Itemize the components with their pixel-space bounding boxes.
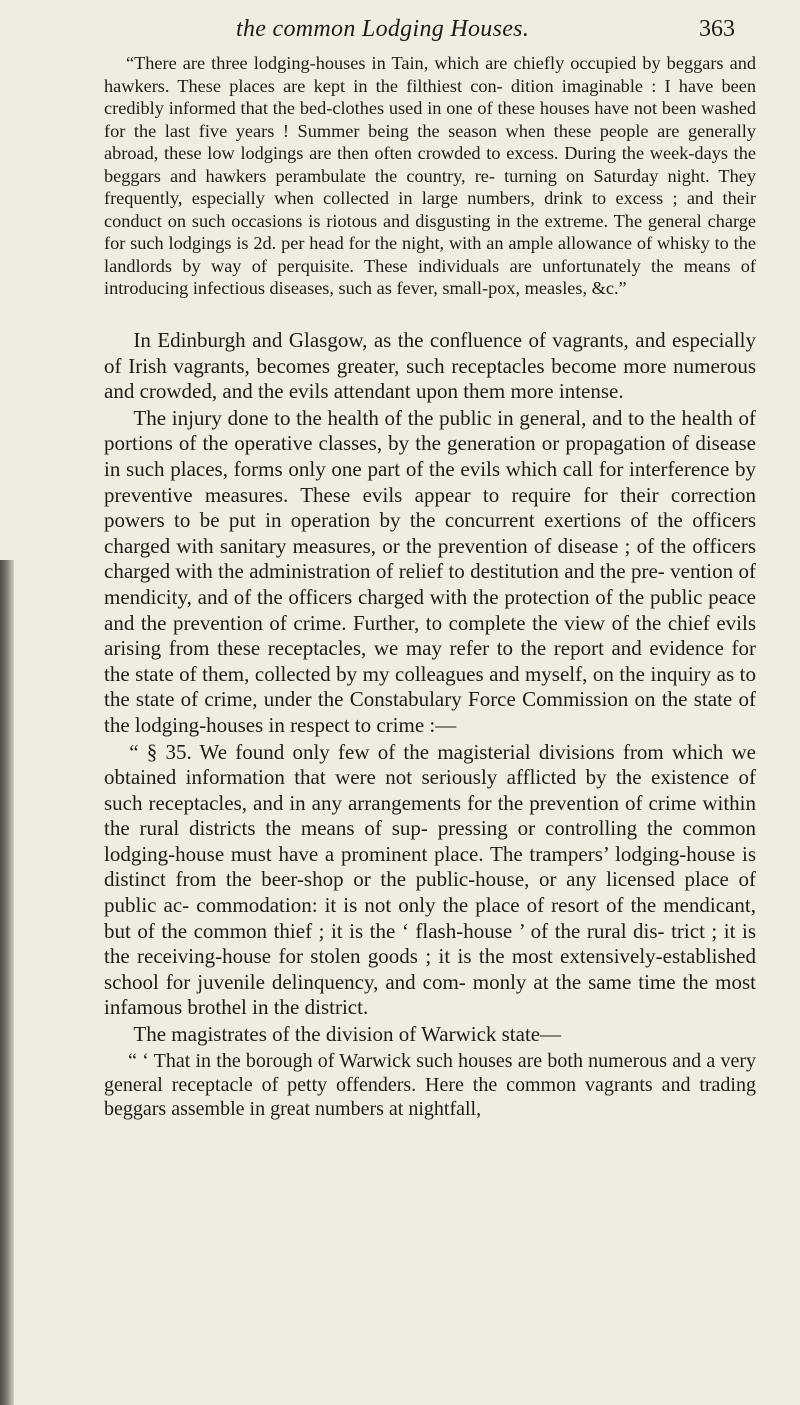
quoted-report-text bbox=[104, 52, 756, 300]
binding-shadow bbox=[0, 560, 14, 1405]
paragraph-section-35: “ § 35. We found only few of the magisterial divisions from which we obtained information that were not seriously afflicted by the existence of such receptacles, and in any arrangements for the prevention of crime within the rural districts the means of sup- pressing or controlling the common lodging-house must have a prominent place. The trampers’ lodging-house is distinct from the beer-shop or the public-house, or any licensed place of public ac- commodation: it is not only the place of resort of the mendicant, but of the common thief ; it is the ‘ flash-house ’ of the rural dis- trict ; it is the receiving-house for stolen goods ; it is the most extensively-established school for juvenile delinquency, and com- monly at the same time the most infamous brothel in the district. bbox=[104, 739, 756, 1020]
quote-paragraph-tain: “There are three lodging-houses in Tain, which are chiefly occupied by beggars and hawkers. These places are kept in the filthiest con- dition imaginable : I have been credibly informed that the bed-clothes used in one of these houses have not been washed for the last five years ! Summer being the season when these people are generally abroad, these low lodgings are then often crowded to excess. During the week-days the beggars and hawkers perambulate the country, re- turning on Saturday night. They frequently, especially when collected in large numbers, drink to excess ; and their conduct on such occasions is riotous and disgusting in the extreme. The general charge for such lodgings is 2d. per head for the night, with an ample allowance of whisky to the landlords by way of perquisite. These individuals are unfortunately the means of introducing infectious diseases, such as fever, small-pox, measles, &c.” bbox=[104, 53, 756, 298]
paragraph-warwick-quote: “ ‘ That in the borough of Warwick such houses are both numerous and a very general receptacle of petty offenders. Here the common vagrants and trading beggars assemble in great numbers at nightfall, bbox=[104, 1049, 756, 1121]
main-text bbox=[104, 328, 756, 1122]
running-title: the common Lodging Houses. bbox=[236, 16, 530, 42]
page-number: 363 bbox=[699, 16, 735, 42]
paragraph-warwick-state: The magistrates of the division of Warwick state— bbox=[133, 1022, 562, 1047]
paragraph-edinburgh: In Edinburgh and Glasgow, as the confluence of vagrants, and especially of Irish vagrants, becomes greater, such receptacles become more numerous and crowded, and the evils attendant upon them more intense. bbox=[104, 328, 756, 404]
paragraph-injury: The injury done to the health of the public in general, and to the health of portions of the operative classes, by the generation or propagation of disease in such places, forms only one part of the evils which call for interference by preventive measures. These evils appear to require for their correction powers to be put in operation by the concurrent exertions of the officers charged with sanitary measures, or the prevention of disease ; of the officers charged with the administration of relief to destitution and the pre- vention of mendicity, and of the officers charged with the protection of the public peace and the prevention of crime. Further, to complete the view of the chief evils arising from these receptacles, we may refer to the report and evidence for the state of them, collected by my colleagues and myself, on the inquiry as to the state of crime, under the Constabulary Force Commission on the state of the lodging-houses in respect to crime :— bbox=[104, 405, 756, 737]
running-head bbox=[0, 14, 800, 54]
